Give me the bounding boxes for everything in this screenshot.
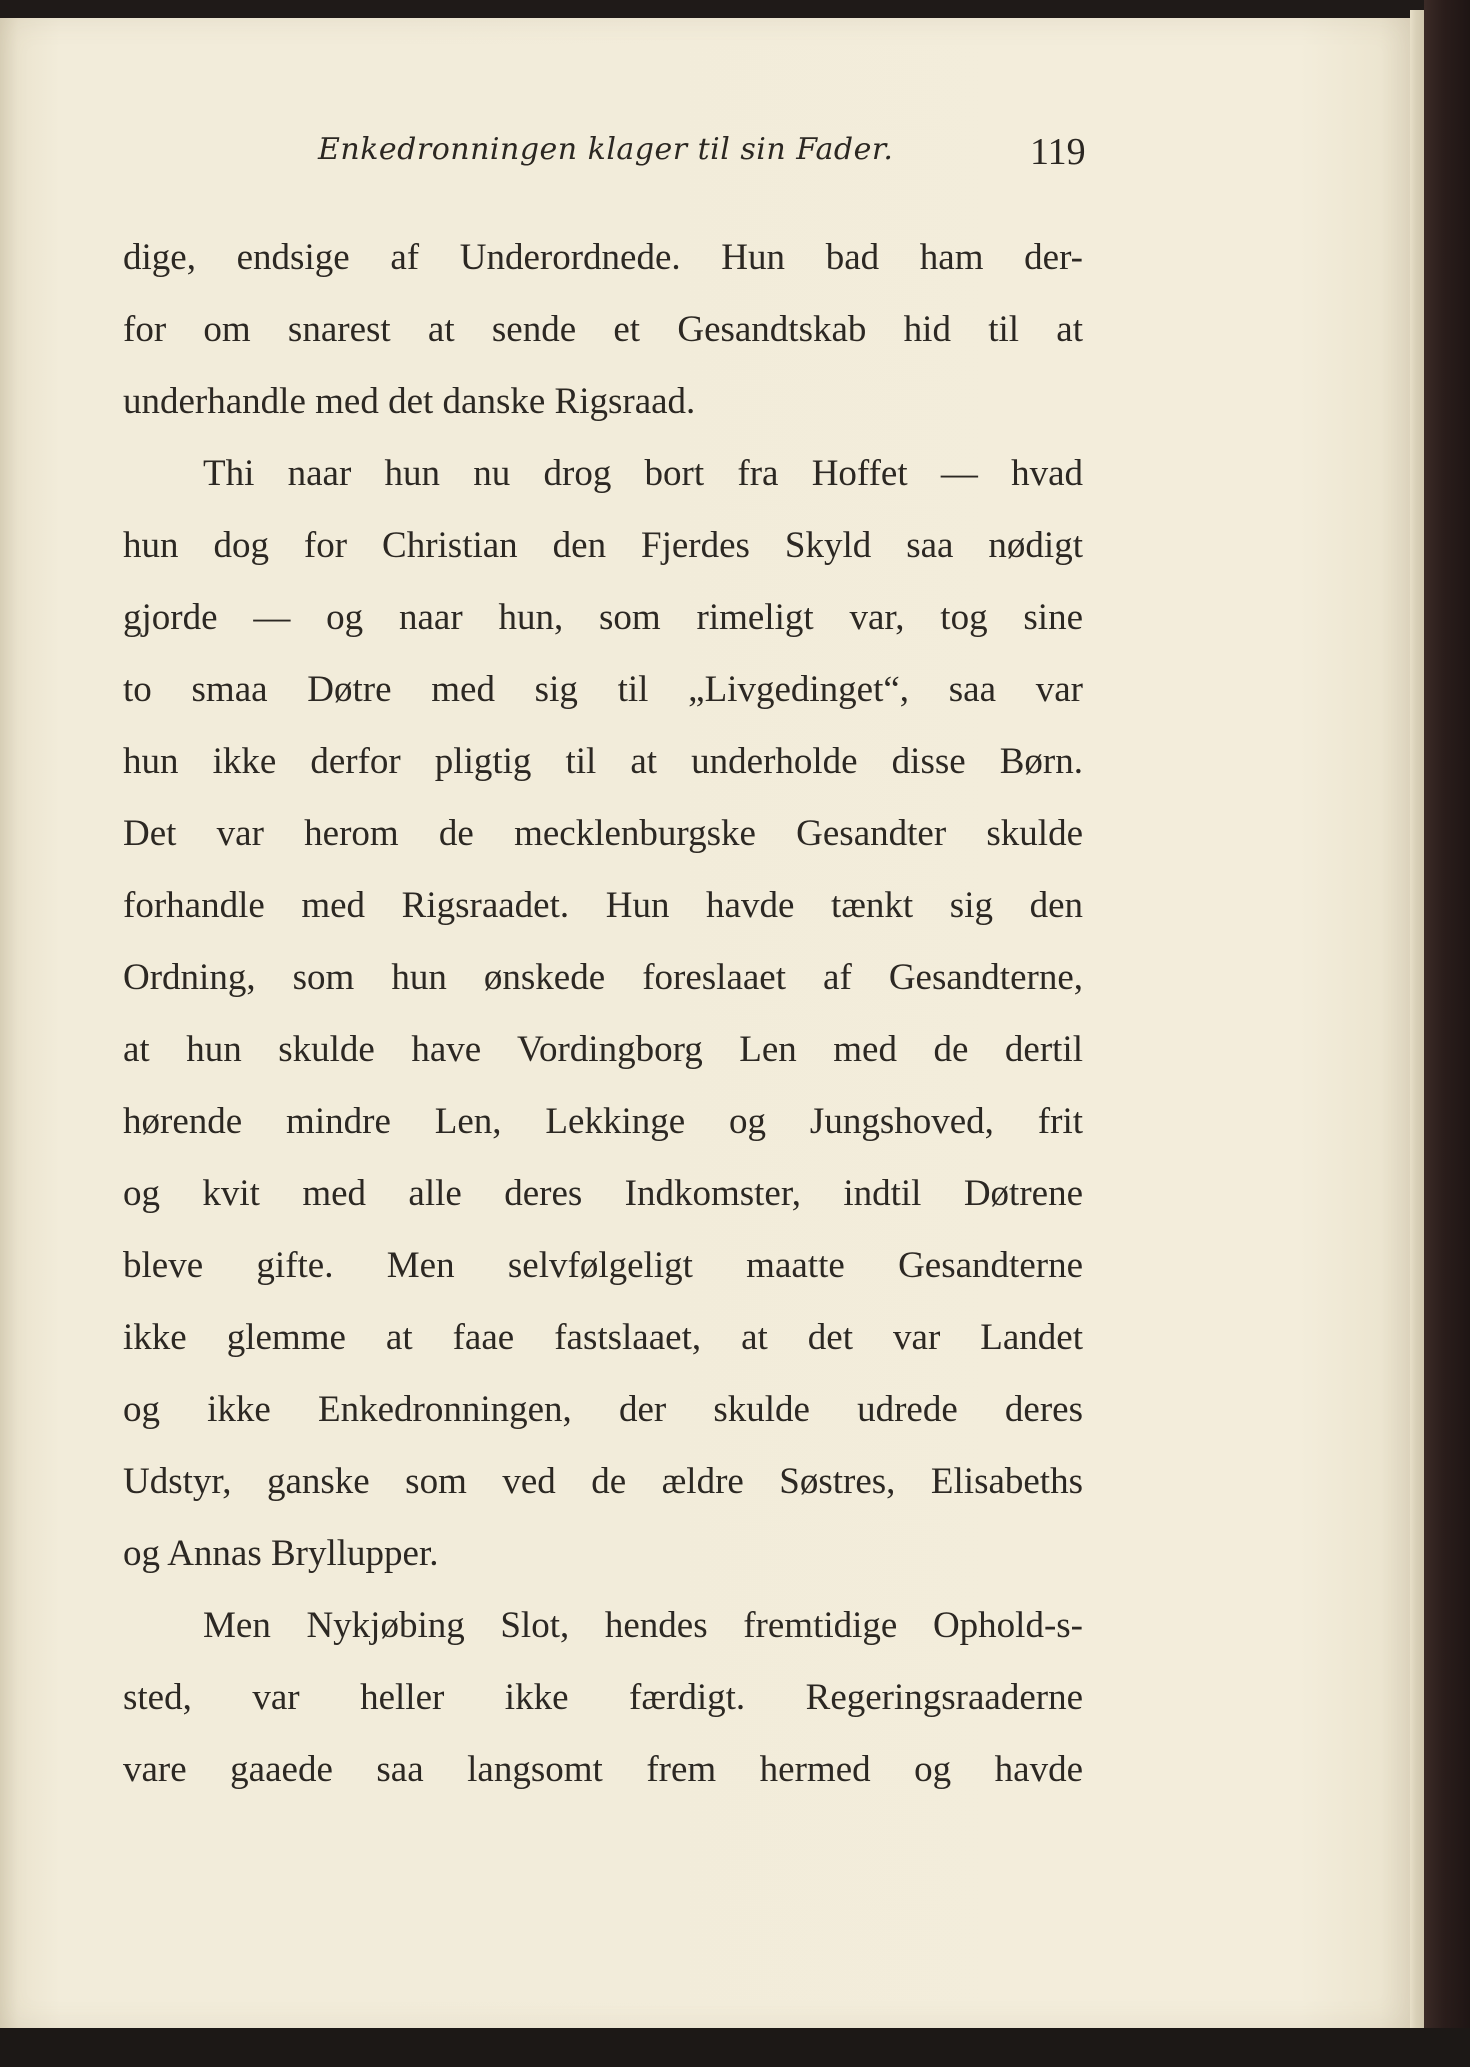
running-title: Enkedronningen klager til sin Fader. [318,132,894,167]
text-line: Thi naar hun nu drog bort fra Hoffet — hvad [203,453,1083,494]
text-line: Men Nykjøbing Slot, hendes fremtidige Ophold-s- [203,1605,1083,1646]
text-line: ikke glemme at faae fastslaaet, at det var Landet [123,1317,1083,1358]
text-line: dige, endsige af Underordnede. Hun bad ham der- [123,237,1083,278]
text-line: Det var herom de mecklenburgske Gesandter skulde [123,813,1083,854]
text-line: hun ikke derfor pligtig til at underholde disse Børn. [123,741,1083,782]
text-line: bleve gifte. Men selvfølgeligt maatte Gesandterne [123,1245,1083,1286]
book-cover-bottom-edge [0,2028,1470,2067]
text-line: hørende mindre Len, Lekkinge og Jungshoved, frit [123,1101,1083,1142]
text-line: to smaa Døtre med sig til „Livgedinget“, saa var [123,669,1083,710]
text-line: forhandle med Rigsraadet. Hun havde tænkt sig den [123,885,1083,926]
page-number: 119 [1030,131,1086,173]
book-cover-top-edge [0,0,1470,18]
text-line: Udstyr, ganske som ved de ældre Søstres, Elisabeths [123,1461,1083,1502]
page-header [0,132,1410,182]
text-line: vare gaaede saa langsomt frem hermed og havde [123,1749,1083,1790]
text-line: gjorde — og naar hun, som rimeligt var, tog sine [123,597,1083,638]
body-text [123,228,1083,1812]
text-line: sted, var heller ikke færdigt. Regeringsraaderne [123,1677,1083,1718]
text-line: for om snarest at sende et Gesandtskab hid til at [123,309,1083,350]
book-cover-right-edge [1424,0,1470,2067]
text-line: og Annas Bryllupper. [123,1533,439,1574]
text-line: og ikke Enkedronningen, der skulde udrede deres [123,1389,1083,1430]
text-line: at hun skulde have Vordingborg Len med de dertil [123,1029,1083,1070]
text-line: og kvit med alle deres Indkomster, indtil Døtrene [123,1173,1083,1214]
text-line: underhandle med det danske Rigsraad. [123,381,696,422]
text-line: Ordning, som hun ønskede foreslaaet af Gesandterne, [123,957,1083,998]
text-line: hun dog for Christian den Fjerdes Skyld saa nødigt [123,525,1083,566]
page-fore-edge [1410,10,1424,2035]
